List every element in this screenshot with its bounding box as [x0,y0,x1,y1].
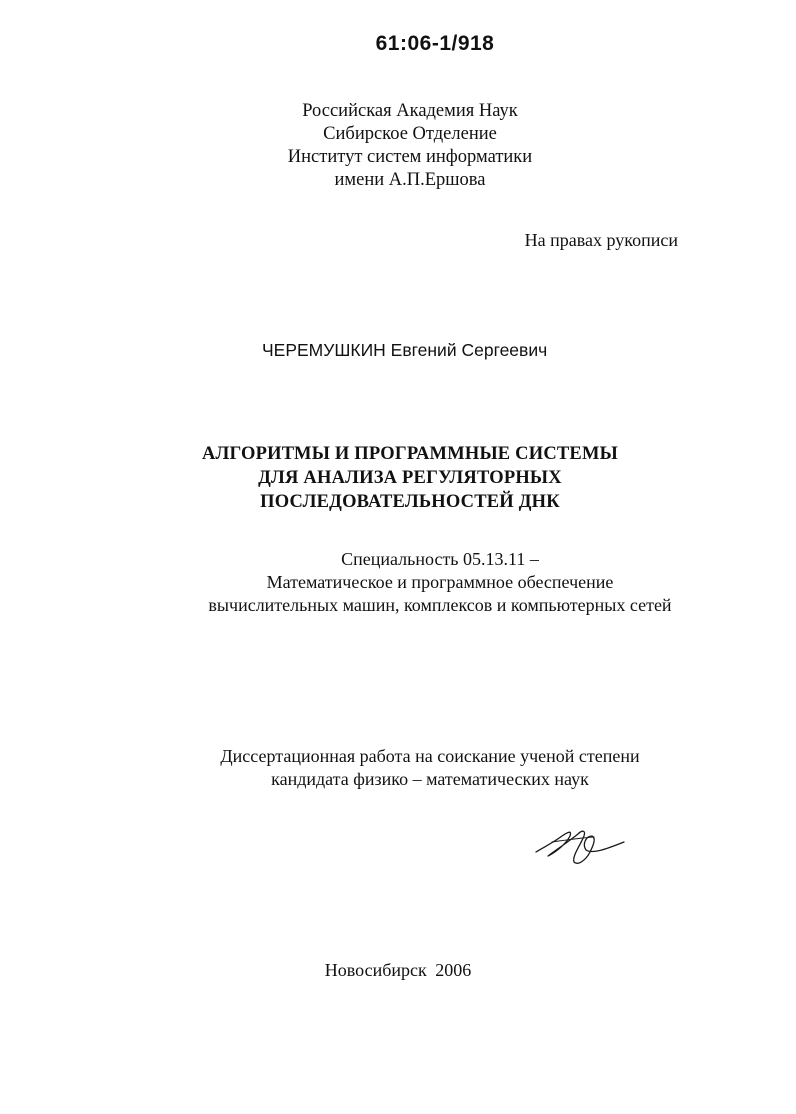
author-name: ЧЕРЕМУШКИН Евгений Сергеевич [262,340,548,360]
manuscript-rights-note: На правах рукописи [524,230,678,250]
institution-line: Сибирское Отделение [323,124,497,144]
degree-line: Диссертационная работа на соискание ученой степени [220,746,640,766]
archive-stamp-number: 61:06-1/918 [375,32,495,55]
title-line: АЛГОРИТМЫ И ПРОГРАММНЫЕ СИСТЕМЫ [202,444,618,464]
title-line: ПОСЛЕДОВАТЕЛЬНОСТЕЙ ДНК [260,492,560,512]
specialty-line: Специальность 05.13.11 – [341,549,539,569]
degree-statement [150,745,710,791]
degree-line: кандидата физико – математических наук [271,769,589,789]
institution-block [270,100,550,192]
specialty-line: вычислительных машин, комплексов и компьютерных сетей [208,595,672,615]
city-and-year: Новосибирск 2006 [324,960,472,980]
thesis-title [150,442,670,514]
specialty-line: Математическое и программное обеспечение [266,572,614,592]
title-line: ДЛЯ АНАЛИЗА РЕГУЛЯТОРНЫХ [258,468,562,488]
institution-line: Институт систем информатики [287,147,533,167]
institution-line: имени А.П.Ершова [334,170,486,190]
institution-line: Российская Академия Наук [302,101,518,121]
specialty-block [150,548,730,617]
handwritten-signature [532,822,628,870]
